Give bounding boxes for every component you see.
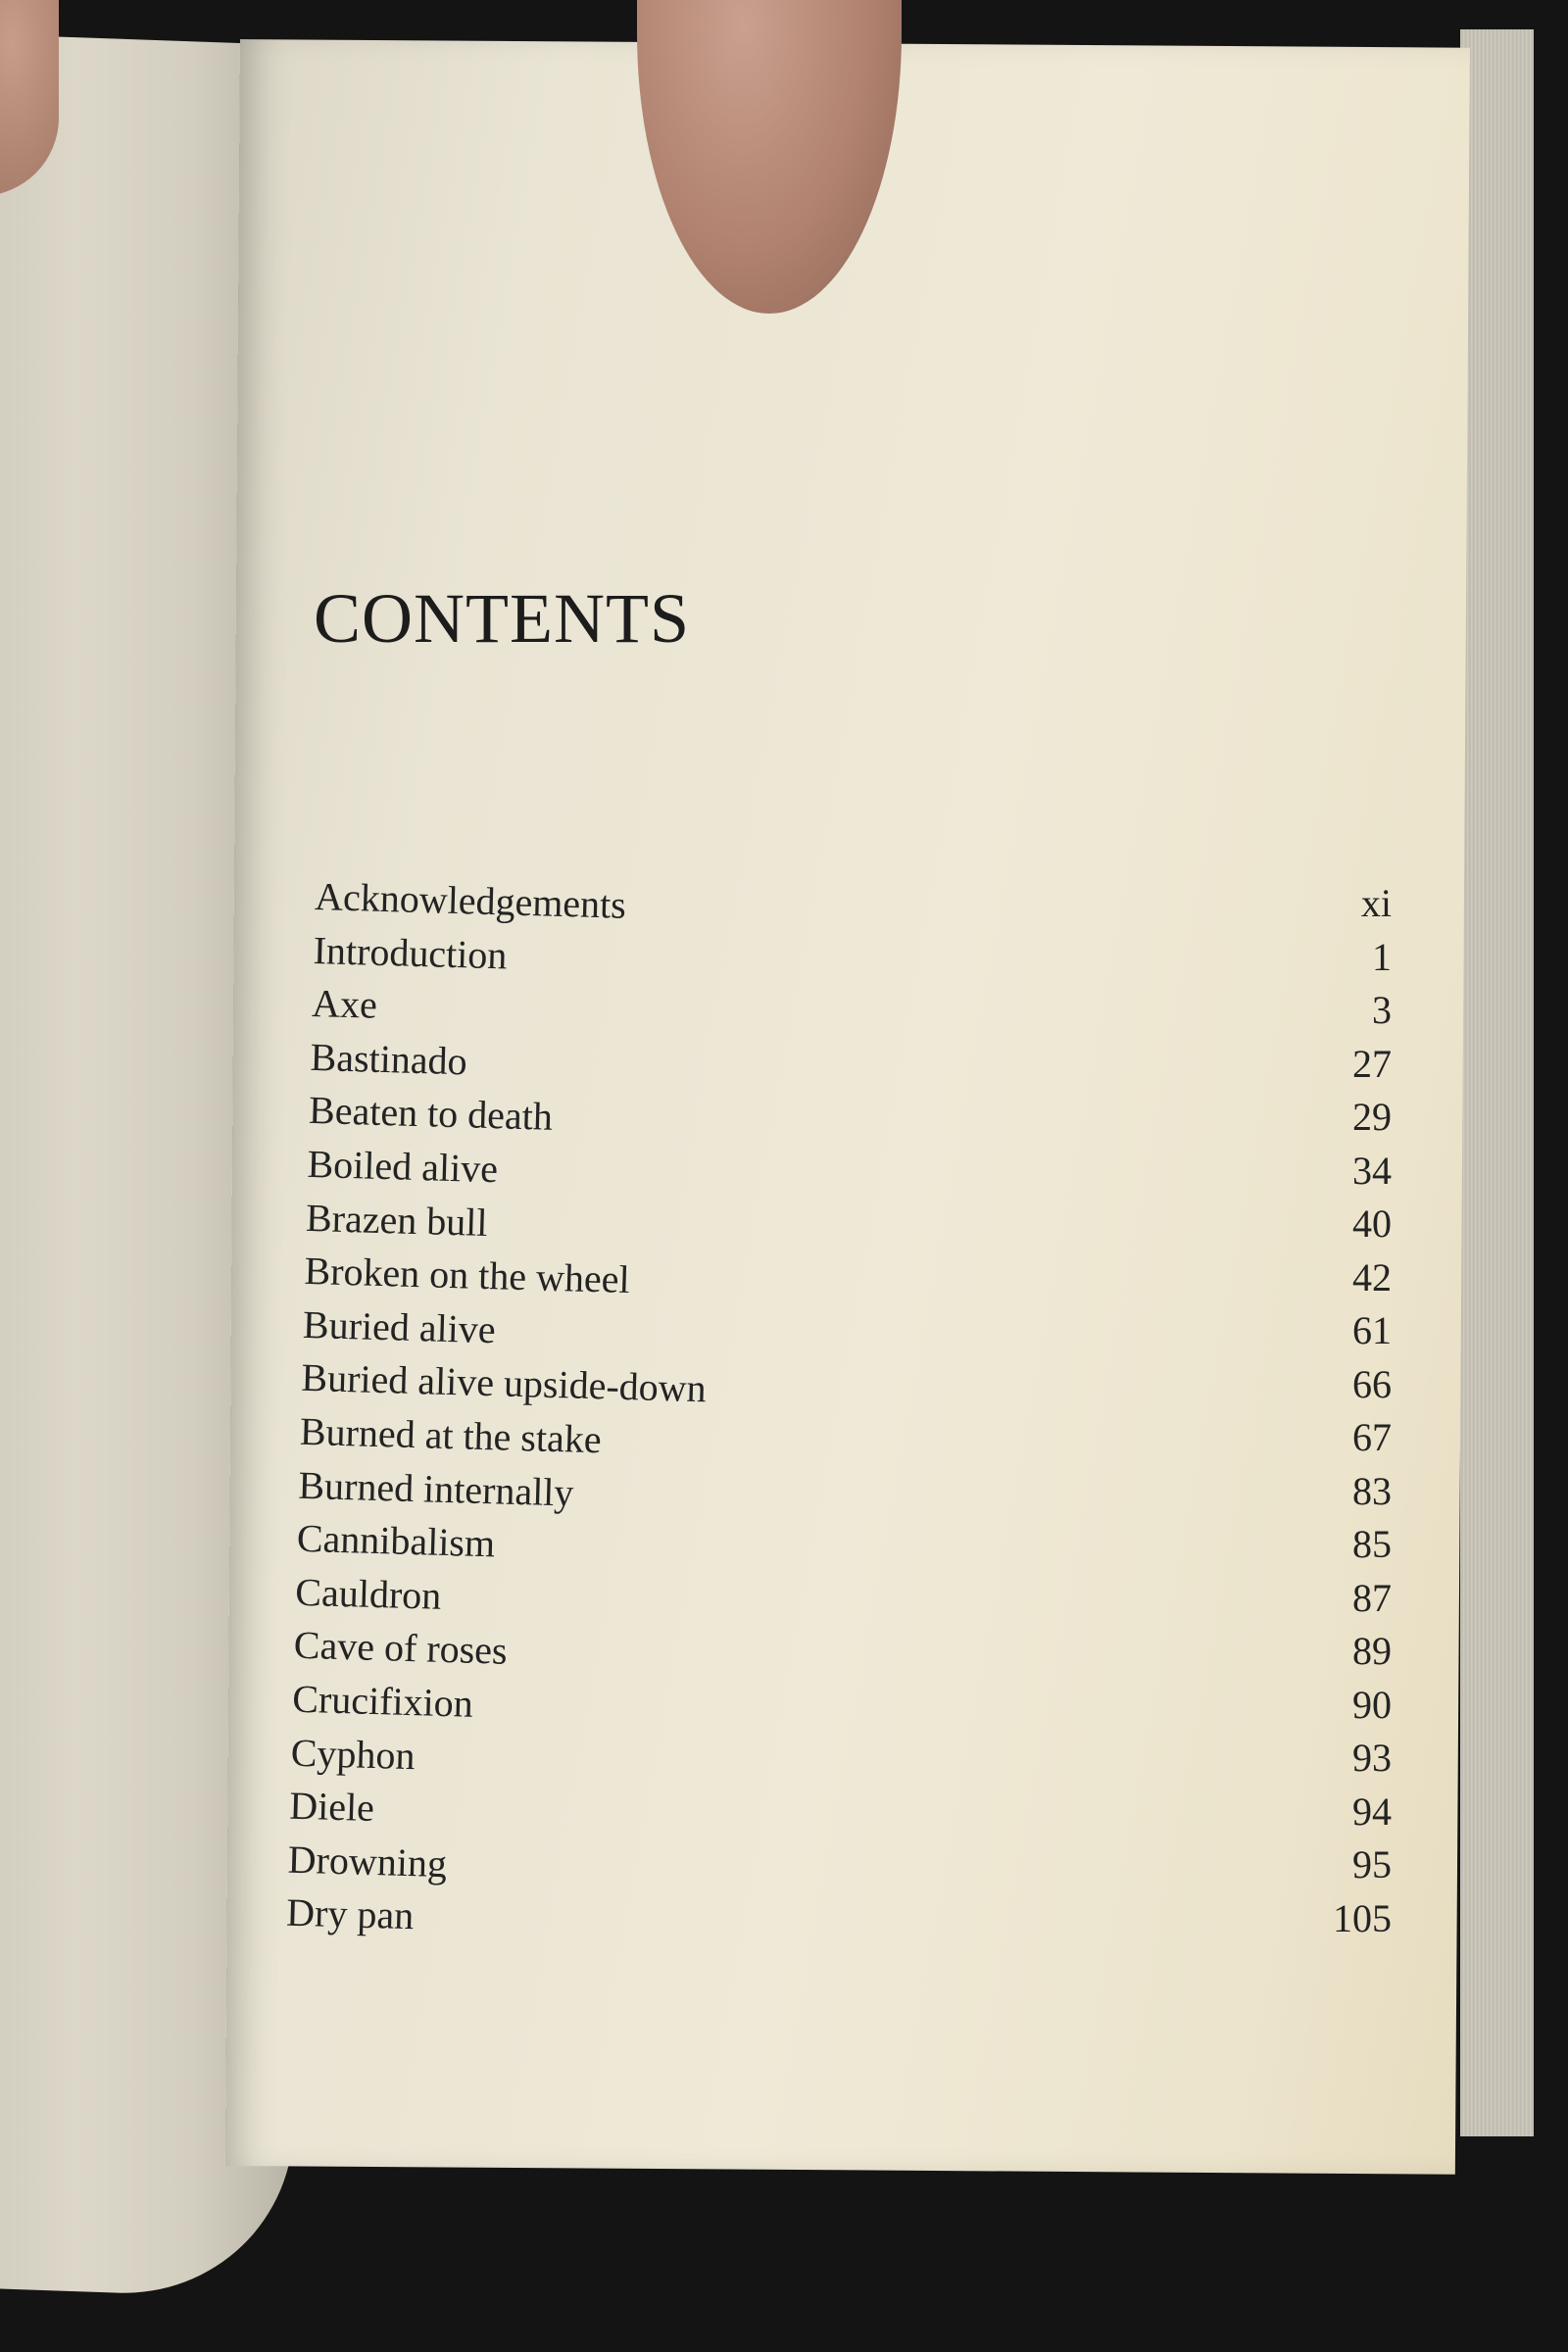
toc-page-number: 90 xyxy=(1352,1682,1392,1727)
toc-page-number: 89 xyxy=(1352,1629,1392,1673)
toc-entry-title: Drowning xyxy=(287,1837,448,1886)
toc-entry-title: Axe xyxy=(311,981,378,1027)
toc-entry-title: Beaten to death xyxy=(308,1088,554,1140)
toc-entry-title: Introduction xyxy=(313,927,509,978)
toc-entry-title: Dry pan xyxy=(285,1889,415,1938)
toc-entry-title: Crucifixion xyxy=(291,1676,474,1726)
page-number-column xyxy=(1235,877,1392,1945)
toc-page-number: 93 xyxy=(1352,1736,1392,1780)
toc-page-number: 85 xyxy=(1352,1522,1392,1566)
toc-page-number: 61 xyxy=(1352,1308,1392,1352)
toc-entry-title: Cyphon xyxy=(290,1730,416,1778)
toc-page-number: 95 xyxy=(1352,1842,1392,1886)
toc-page-number: 67 xyxy=(1352,1415,1392,1459)
toc-entry-title: Boiled alive xyxy=(307,1141,499,1192)
toc-entry-title: Cannibalism xyxy=(296,1515,496,1566)
toc-entry-title: Cave of roses xyxy=(293,1623,509,1674)
toc-entry-title: Diele xyxy=(288,1783,375,1831)
toc-entry-title: Acknowledgements xyxy=(314,873,627,927)
toc-page-number: 40 xyxy=(1352,1201,1392,1246)
toc-page-number: 42 xyxy=(1352,1254,1392,1299)
toc-page-number: 34 xyxy=(1352,1148,1392,1193)
toc-entry-title: Buried alive xyxy=(302,1301,497,1352)
toc-entry-title: Burned at the stake xyxy=(299,1408,603,1462)
toc-page-number: 83 xyxy=(1352,1468,1392,1513)
toc-page-number: xi xyxy=(1360,881,1392,925)
toc-page-number: 1 xyxy=(1372,934,1392,979)
toc-page-number: 29 xyxy=(1352,1095,1392,1139)
toc-page-number: 105 xyxy=(1333,1895,1392,1940)
toc-entry-title: Buried alive upside-down xyxy=(300,1355,708,1411)
toc-entry-list xyxy=(286,870,1384,1970)
toc-page-number: 66 xyxy=(1352,1361,1392,1406)
toc-entry-title: Bastinado xyxy=(310,1034,468,1084)
toc-page-number: 3 xyxy=(1372,988,1392,1032)
toc-page-number: 87 xyxy=(1352,1575,1392,1620)
toc-entry-title: Broken on the wheel xyxy=(303,1249,631,1302)
toc-page-number: 94 xyxy=(1352,1788,1392,1834)
toc-entry-title: Cauldron xyxy=(294,1569,442,1618)
toc-entry-title: Brazen bull xyxy=(305,1195,489,1245)
contents-heading: CONTENTS xyxy=(314,579,690,658)
toc-entry-title: Burned internally xyxy=(297,1462,575,1515)
toc-page-number: 27 xyxy=(1352,1041,1392,1086)
page-block-edge xyxy=(1460,29,1534,2136)
